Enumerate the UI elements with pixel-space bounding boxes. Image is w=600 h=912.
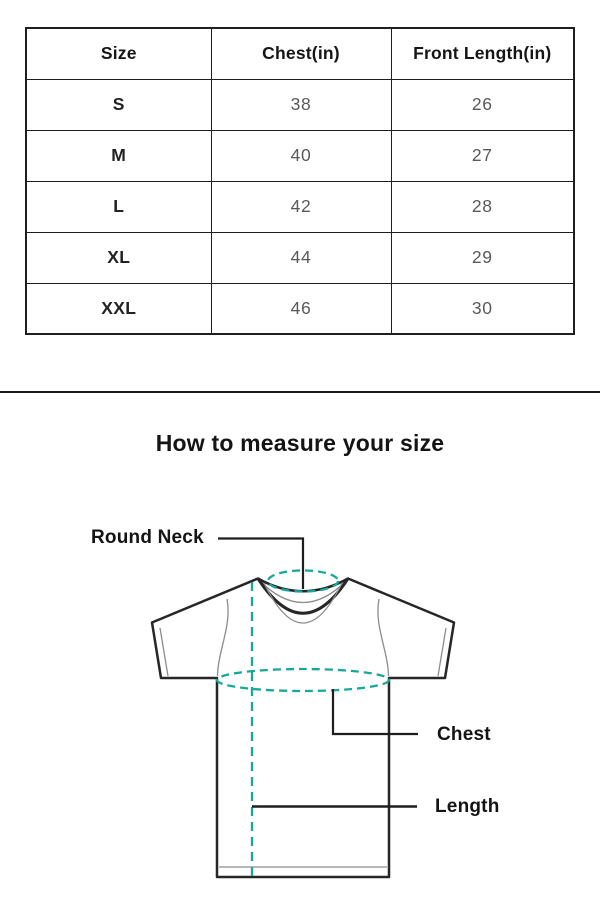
front-length-value: 27 (391, 130, 574, 181)
chest-value: 46 (211, 283, 391, 334)
length-label: Length (435, 796, 500, 817)
size-label: XL (26, 232, 211, 283)
size-label: M (26, 130, 211, 181)
front-length-value: 28 (391, 181, 574, 232)
front-length-value: 26 (391, 79, 574, 130)
column-header-front-length: Front Length(in) (391, 28, 574, 79)
round-neck-label: Round Neck (91, 527, 204, 548)
chest-value: 44 (211, 232, 391, 283)
size-label: S (26, 79, 211, 130)
chest-value: 42 (211, 181, 391, 232)
chest-value: 38 (211, 79, 391, 130)
chest-label: Chest (437, 724, 491, 745)
chest-value: 40 (211, 130, 391, 181)
column-header-chest: Chest(in) (211, 28, 391, 79)
front-length-value: 29 (391, 232, 574, 283)
front-length-value: 30 (391, 283, 574, 334)
size-label: L (26, 181, 211, 232)
size-label: XXL (26, 283, 211, 334)
column-header-size: Size (26, 28, 211, 79)
measure-section-heading: How to measure your size (155, 430, 445, 456)
